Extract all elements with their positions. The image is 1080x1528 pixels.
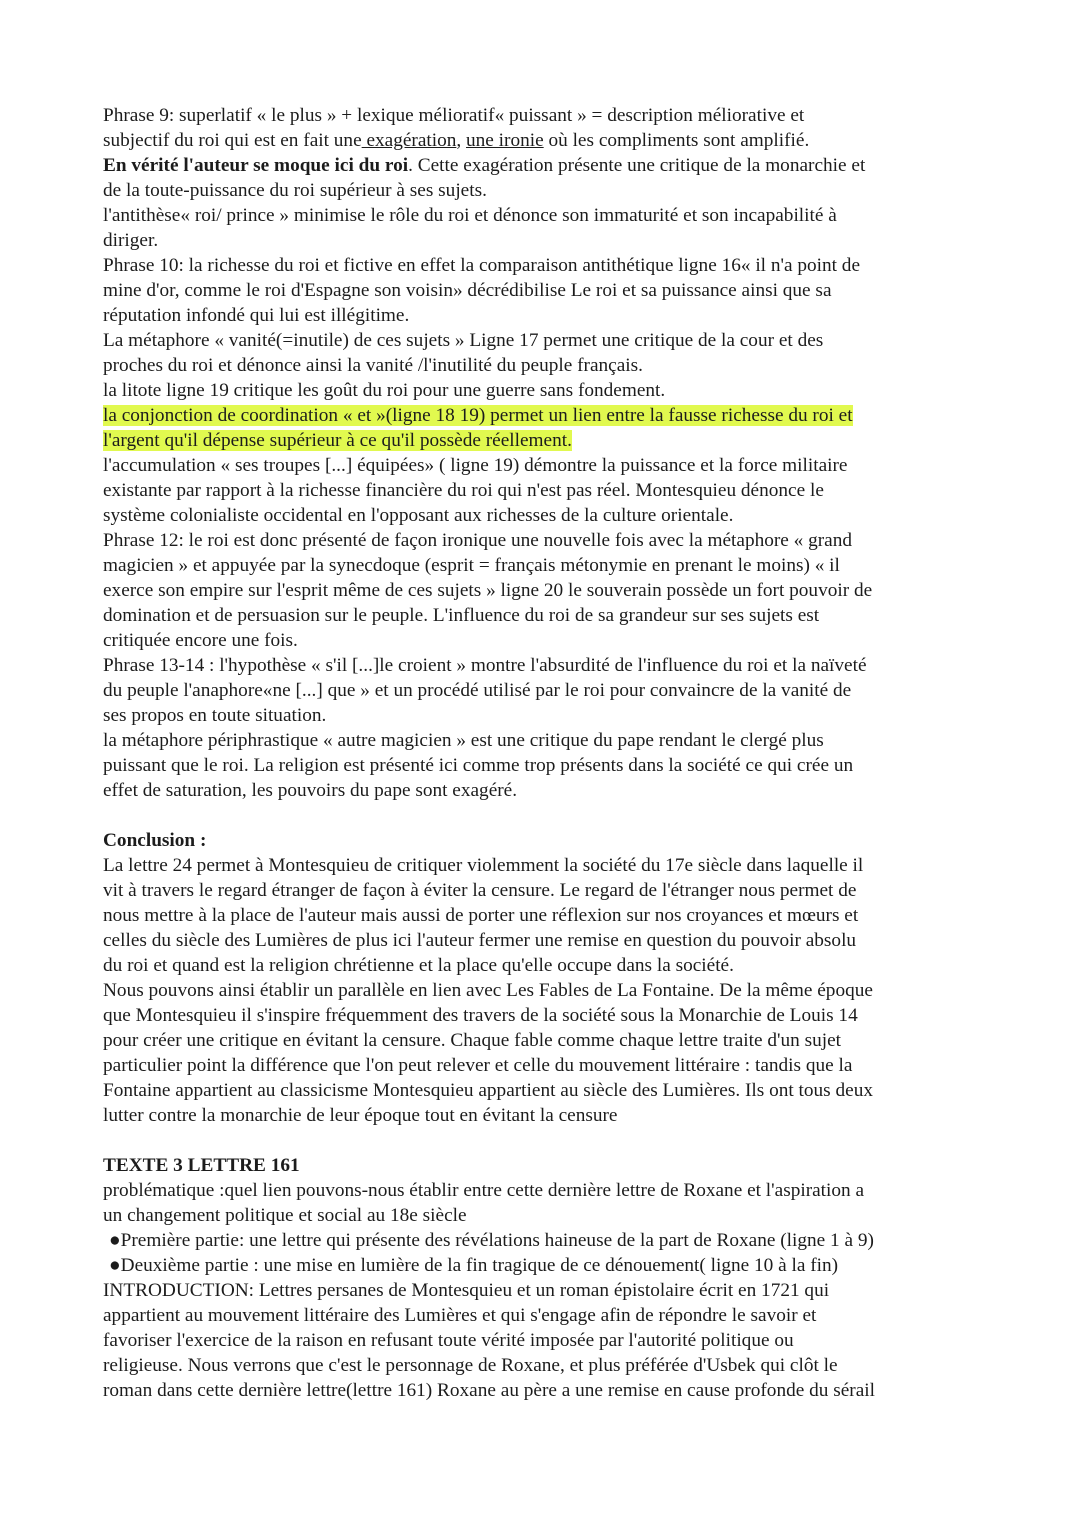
highlighted-line — [103, 428, 983, 453]
text-line: Nous pouvons ainsi établir un parallèle en lien avec Les Fables de La Fontaine. De la même époque — [103, 980, 873, 1001]
text-line: que Montesquieu il s'inspire fréquemment des travers de la société sous la Monarchie de Louis 14 — [103, 1005, 858, 1026]
text-line: nous mettre à la place de l'auteur mais aussi de porter une réflexion sur nos croyances et mœurs et — [103, 905, 859, 926]
bold-text: En vérité l'auteur se moque ici du roi — [103, 155, 409, 176]
text-line: ses propos en toute situation. — [103, 705, 327, 726]
text-line: de la toute-puissance du roi supérieur à ses sujets. — [103, 180, 487, 201]
text-line: Phrase 12: le roi est donc présenté de façon ironique une nouvelle fois avec la métaphore « grand — [103, 530, 853, 551]
text-line — [103, 128, 983, 153]
text-line: du peuple l'anaphore«ne [...] que » et un procédé utilisé par le roi pour convaincre de la vanité de — [103, 680, 852, 701]
text-line: Fontaine appartient au classicisme Montesquieu appartient au siècle des Lumières. Ils ont tous deux — [103, 1080, 873, 1101]
text-run: subjectif du roi qui est en fait une — [103, 130, 362, 151]
underlined-text: exagération — [361, 130, 457, 151]
text-line: particulier point la différence que l'on peut relever et celle du mouvement littéraire : tandis que la — [103, 1055, 853, 1076]
text-line: existante par rapport à la richesse financière du roi qui n'est pas réel. Montesquieu dénonce le — [103, 480, 824, 501]
text-line: pour créer une critique en évitant la censure. Chaque fable comme chaque lettre traite d'un sujet — [103, 1030, 841, 1051]
text-line: La lettre 24 permet à Montesquieu de critiquer violemment la société du 17e siècle dans laquelle il — [103, 855, 864, 876]
bullet-icon: ● — [109, 1255, 121, 1276]
list-item — [103, 1253, 983, 1278]
text-run: , — [456, 130, 467, 151]
text-line: magicien » et appuyée par la synecdoque (esprit = français métonymie en prenant le moins) « il — [103, 555, 840, 576]
conclusion-section — [103, 828, 983, 1128]
text-line: appartient au mouvement littéraire des Lumières et qui s'engage afin de répondre le savoir et — [103, 1305, 817, 1326]
text-line: roman dans cette dernière lettre(lettre 161) Roxane au père a une remise en cause profonde du sérail — [103, 1380, 875, 1401]
analysis-section — [103, 103, 983, 803]
list-item-text: Première partie: une lettre qui présente des révélations haineuse de la part de Roxane (ligne 1 à 9) — [120, 1230, 874, 1251]
paragraph-gap — [103, 1128, 983, 1153]
list-item — [103, 1228, 983, 1253]
document-page — [103, 103, 983, 1403]
text-line: effet de saturation, les pouvoirs du pape sont exagéré. — [103, 780, 518, 801]
text-line: religieuse. Nous verrons que c'est le personnage de Roxane, et plus préférée d'Usbek qui clôt le — [103, 1355, 838, 1376]
bullet-icon: ● — [109, 1230, 121, 1251]
text-line: système colonialiste occidental en l'opposant aux richesses de la culture orientale. — [103, 505, 734, 526]
text-line: puissant que le roi. La religion est présenté ici comme trop présents dans la société ce qui crée un — [103, 755, 854, 776]
text-line: proches du roi et dénonce ainsi la vanité /l'inutilité du peuple français. — [103, 355, 643, 376]
text-line: Phrase 9: superlatif « le plus » + lexique mélioratif« puissant » = description méliorative et — [103, 105, 805, 126]
text-line: Phrase 13-14 : l'hypothèse « s'il [...]le croient » montre l'absurdité de l'influence du roi et la naïveté — [103, 655, 867, 676]
highlight-marker: la conjonction de coordination « et »(ligne 18 19) permet un lien entre la fausse richesse du roi et — [103, 405, 853, 426]
text-line: la litote ligne 19 critique les goût du roi pour une guerre sans fondement. — [103, 380, 666, 401]
text-run: où les compliments sont amplifié. — [543, 130, 810, 151]
text-line: mine d'or, comme le roi d'Espagne son voisin» décrédibilise Le roi et sa puissance ainsi que sa — [103, 280, 832, 301]
text-line: INTRODUCTION: Lettres persanes de Montesquieu et un roman épistolaire écrit en 1721 qui — [103, 1280, 830, 1301]
text-line: vit à travers le regard étranger de façon à éviter la censure. Le regard de l'étranger nous permet de — [103, 880, 857, 901]
text-line: problématique :quel lien pouvons-nous établir entre cette dernière lettre de Roxane et l'aspiration a — [103, 1180, 865, 1201]
text-line: réputation infondé qui lui est illégitime. — [103, 305, 410, 326]
text-line: Phrase 10: la richesse du roi et fictive en effet la comparaison antithétique ligne 16« il n'a point de — [103, 255, 860, 276]
texte3-section — [103, 1153, 983, 1403]
text-line: l'accumulation « ses troupes [...] équipées» ( ligne 19) démontre la puissance et la force militaire — [103, 455, 848, 476]
section-heading: Conclusion : — [103, 830, 207, 851]
text-line: l'antithèse« roi/ prince » minimise le rôle du roi et dénonce son immaturité et son incapabilité à — [103, 205, 837, 226]
text-line: favoriser l'exercice de la raison en refusant toute vérité imposée par l'autorité politique ou — [103, 1330, 794, 1351]
text-line: lutter contre la monarchie de leur époque tout en évitant la censure — [103, 1105, 618, 1126]
underlined-text: une ironie — [466, 130, 544, 151]
text-line: la métaphore périphrastique « autre magicien » est une critique du pape rendant le clergé plus — [103, 730, 824, 751]
list-item-text: Deuxième partie : une mise en lumière de la fin tragique de ce dénouement( ligne 10 à la fin) — [120, 1255, 839, 1276]
text-line: exerce son empire sur l'esprit même de ces sujets » ligne 20 le souverain possède un fort pouvoir de — [103, 580, 873, 601]
highlight-marker: l'argent qu'il dépense supérieur à ce qu'il possède réellement. — [103, 430, 572, 451]
text-line: critiquée encore une fois. — [103, 630, 298, 651]
text-line: domination et de persuasion sur le peuple. L'influence du roi de sa grandeur sur ses sujets est — [103, 605, 820, 626]
paragraph-gap — [103, 803, 983, 828]
text-line: un changement politique et social au 18e siècle — [103, 1205, 467, 1226]
text-run: . Cette exagération présente une critique de la monarchie et — [408, 155, 866, 176]
text-line: du roi et quand est la religion chrétienne et la place qu'elle occupe dans la société. — [103, 955, 734, 976]
text-line — [103, 153, 983, 178]
highlighted-line — [103, 403, 983, 428]
section-heading: TEXTE 3 LETTRE 161 — [103, 1155, 300, 1176]
text-line: La métaphore « vanité(=inutile) de ces sujets » Ligne 17 permet une critique de la cour et des — [103, 330, 824, 351]
text-line: celles du siècle des Lumières de plus ici l'auteur fermer une remise en question du pouvoir absolu — [103, 930, 857, 951]
text-line: diriger. — [103, 230, 159, 251]
